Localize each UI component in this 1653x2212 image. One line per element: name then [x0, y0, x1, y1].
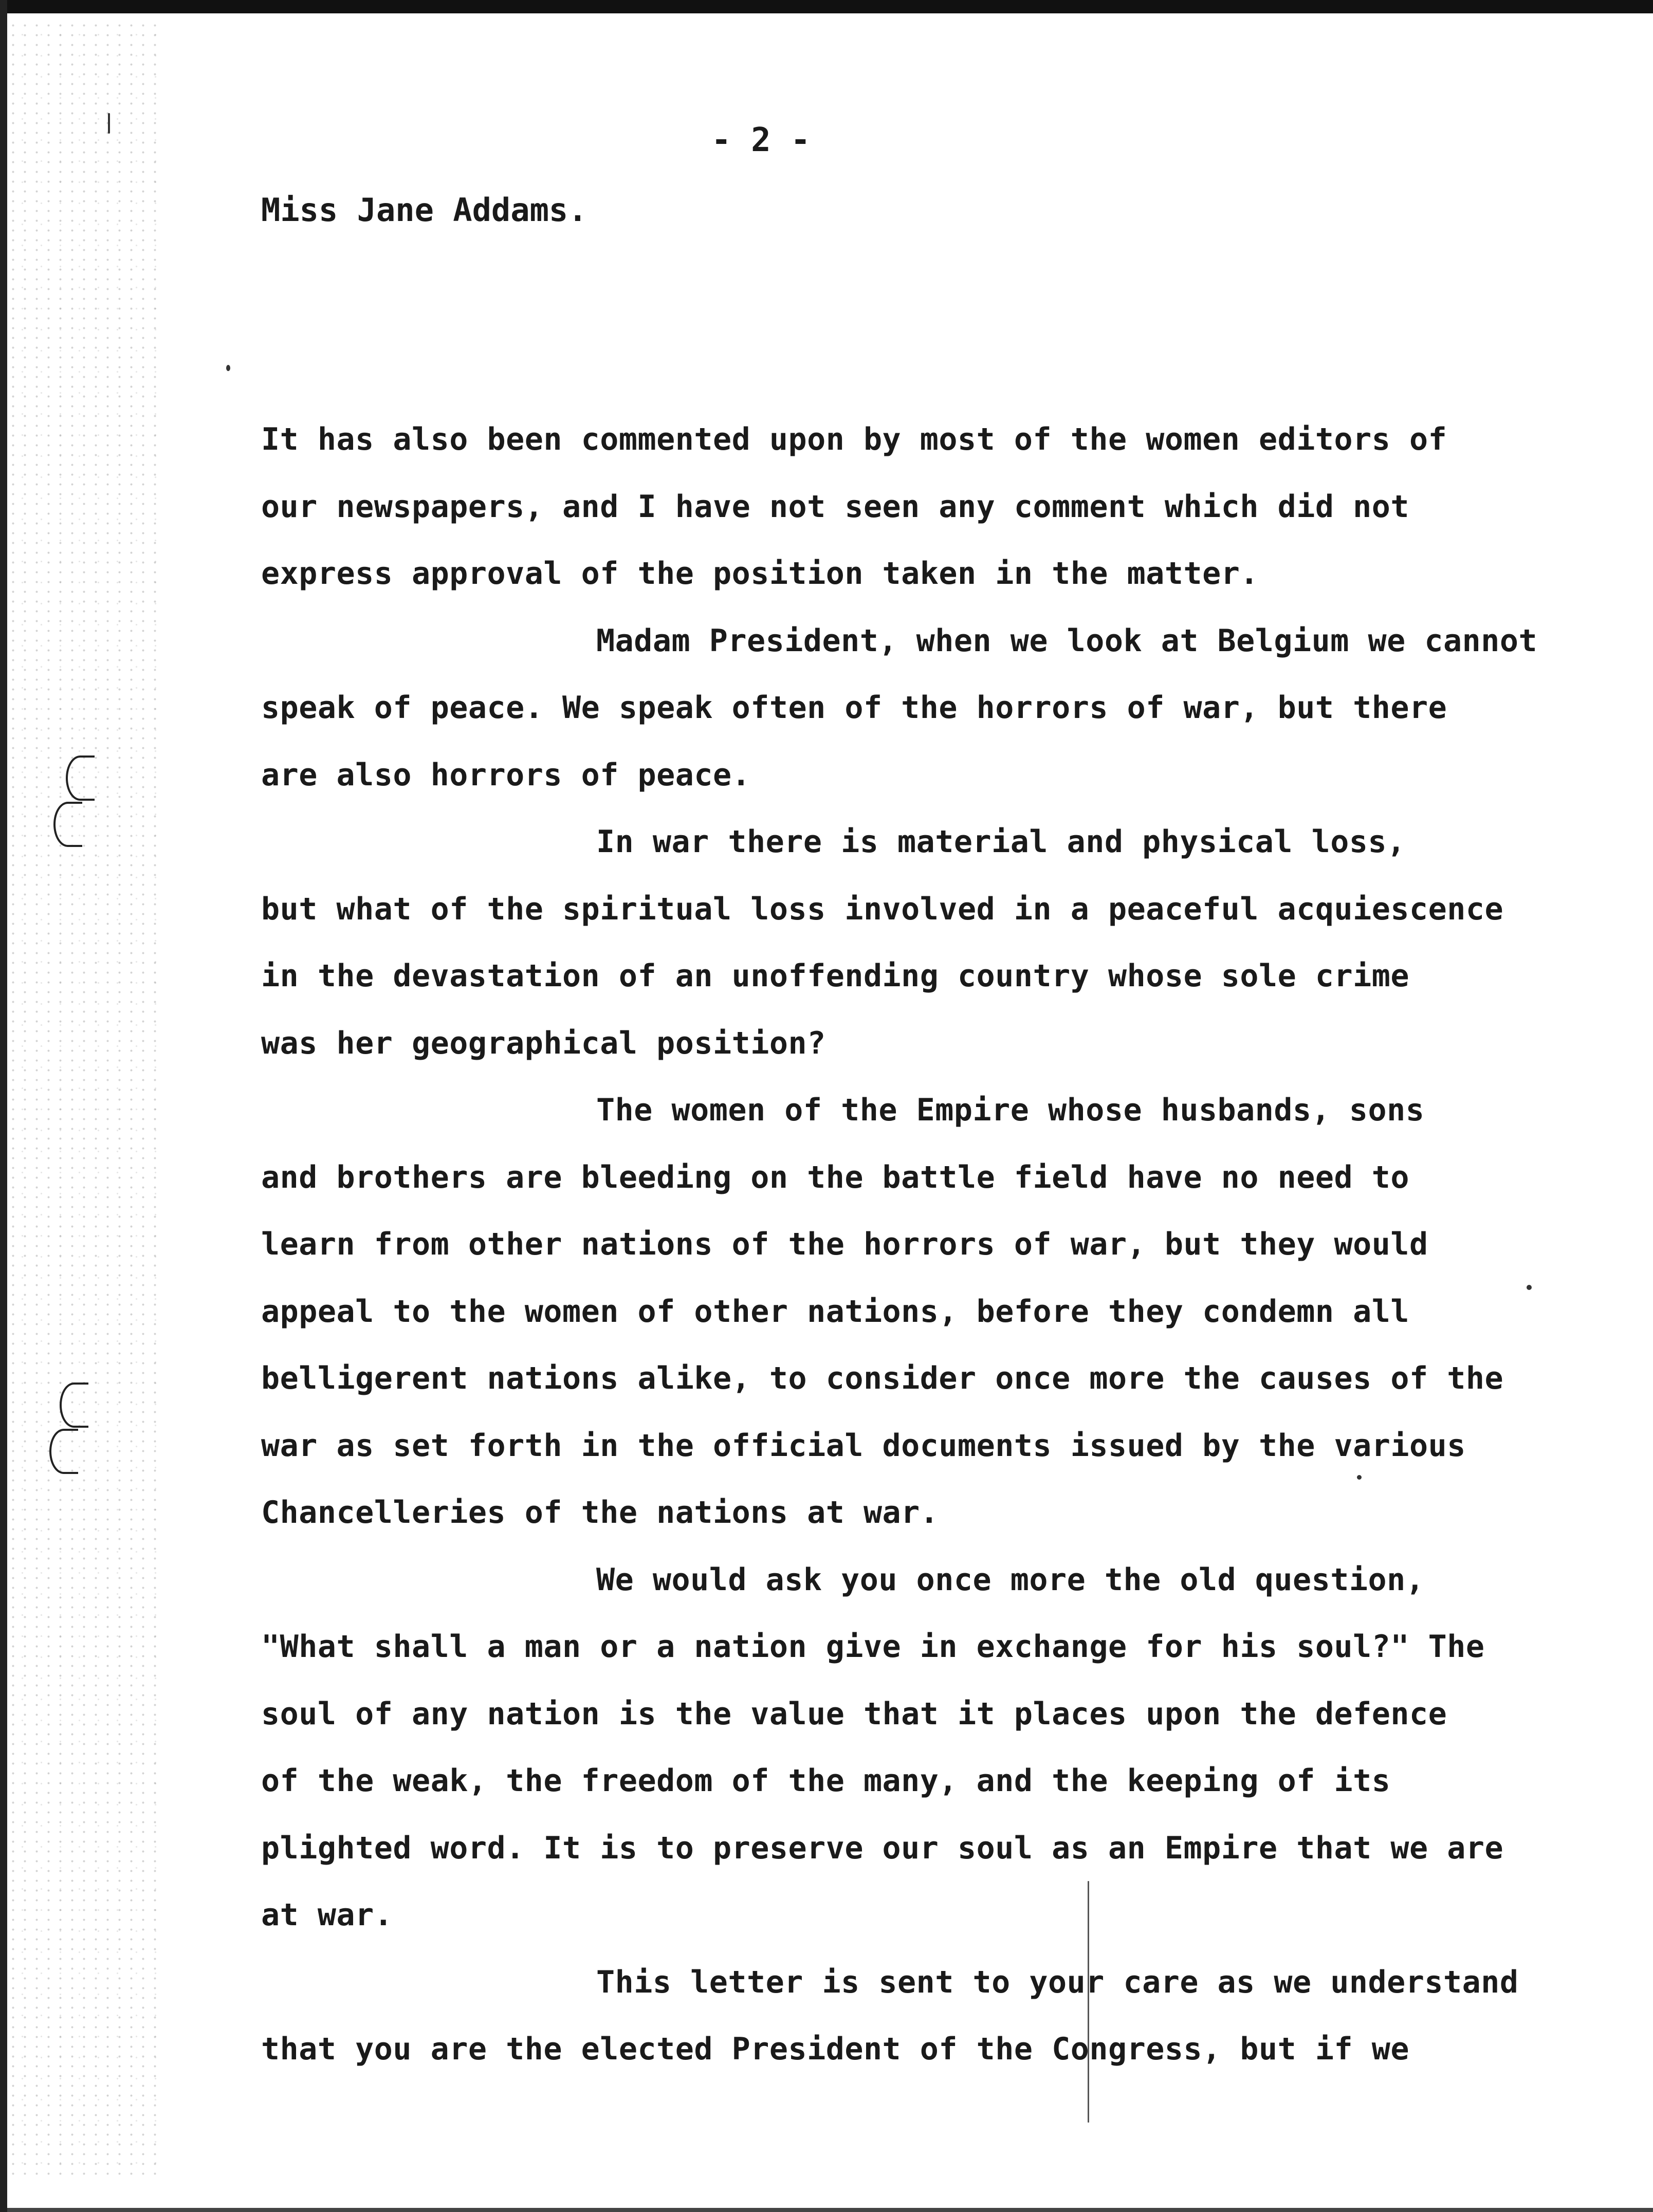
- text-line: This letter is sent to your care as we understand: [596, 1964, 1519, 2000]
- ink-speck: [1527, 1285, 1532, 1290]
- punch-hole: [53, 802, 82, 847]
- ink-speck: [1357, 1475, 1362, 1480]
- punch-hole: [60, 1382, 88, 1428]
- page-number: - 2 -: [711, 121, 811, 159]
- text-line: was her geographical position?: [261, 1025, 826, 1061]
- text-line: In war there is material and physical loss,: [596, 824, 1406, 860]
- text-line: and brothers are bleeding on the battle field have no need to: [261, 1159, 1410, 1195]
- text-line: learn from other nations of the horrors of war, but they would: [261, 1226, 1428, 1262]
- text-line: express approval of the position taken in the matter.: [261, 556, 1259, 592]
- text-line: "What shall a man or a nation give in exchange for his soul?" The: [261, 1629, 1485, 1665]
- punch-hole: [49, 1429, 78, 1474]
- text-line: in the devastation of an unoffending country whose sole crime: [261, 958, 1410, 994]
- text-line: Madam President, when we look at Belgium we cannot: [596, 623, 1538, 659]
- ink-speck: [108, 113, 110, 134]
- text-line: war as set forth in the official documents issued by the various: [261, 1428, 1466, 1464]
- text-line: It has also been commented upon by most of the women editors of: [261, 421, 1447, 457]
- text-line: that you are the elected President of the Congress, but if we: [261, 2031, 1410, 2067]
- text-line: We would ask you once more the old question,: [596, 1562, 1425, 1598]
- text-line: our newspapers, and I have not seen any comment which did not: [261, 489, 1410, 525]
- text-line: Chancelleries of the nations at war.: [261, 1495, 939, 1531]
- text-line: soul of any nation is the value that it places upon the defence: [261, 1696, 1447, 1732]
- scan-left-border: [0, 0, 7, 2212]
- text-line: of the weak, the freedom of the many, and the keeping of its: [261, 1763, 1391, 1799]
- fold-mark: [1088, 1881, 1089, 2123]
- text-line: but what of the spiritual loss involved in a peaceful acquiescence: [261, 891, 1504, 927]
- text-line: The women of the Empire whose husbands, sons: [596, 1092, 1425, 1128]
- scan-margin-noise: [7, 21, 161, 2179]
- text-line: at war.: [261, 1897, 393, 1933]
- text-line: plighted word. It is to preserve our soul as an Empire that we are: [261, 1830, 1504, 1866]
- text-line: belligerent nations alike, to consider once more the causes of the: [261, 1360, 1504, 1396]
- scan-bottom-edge: [7, 2208, 1653, 2212]
- text-line: speak of peace. We speak often of the horrors of war, but there: [261, 690, 1447, 726]
- scan-top-border: [0, 0, 1653, 13]
- text-line: appeal to the women of other nations, before they condemn all: [261, 1294, 1410, 1330]
- addressee: Miss Jane Addams.: [261, 191, 587, 229]
- ink-speck: [226, 365, 230, 371]
- punch-hole: [66, 755, 95, 801]
- text-line: are also horrors of peace.: [261, 757, 751, 793]
